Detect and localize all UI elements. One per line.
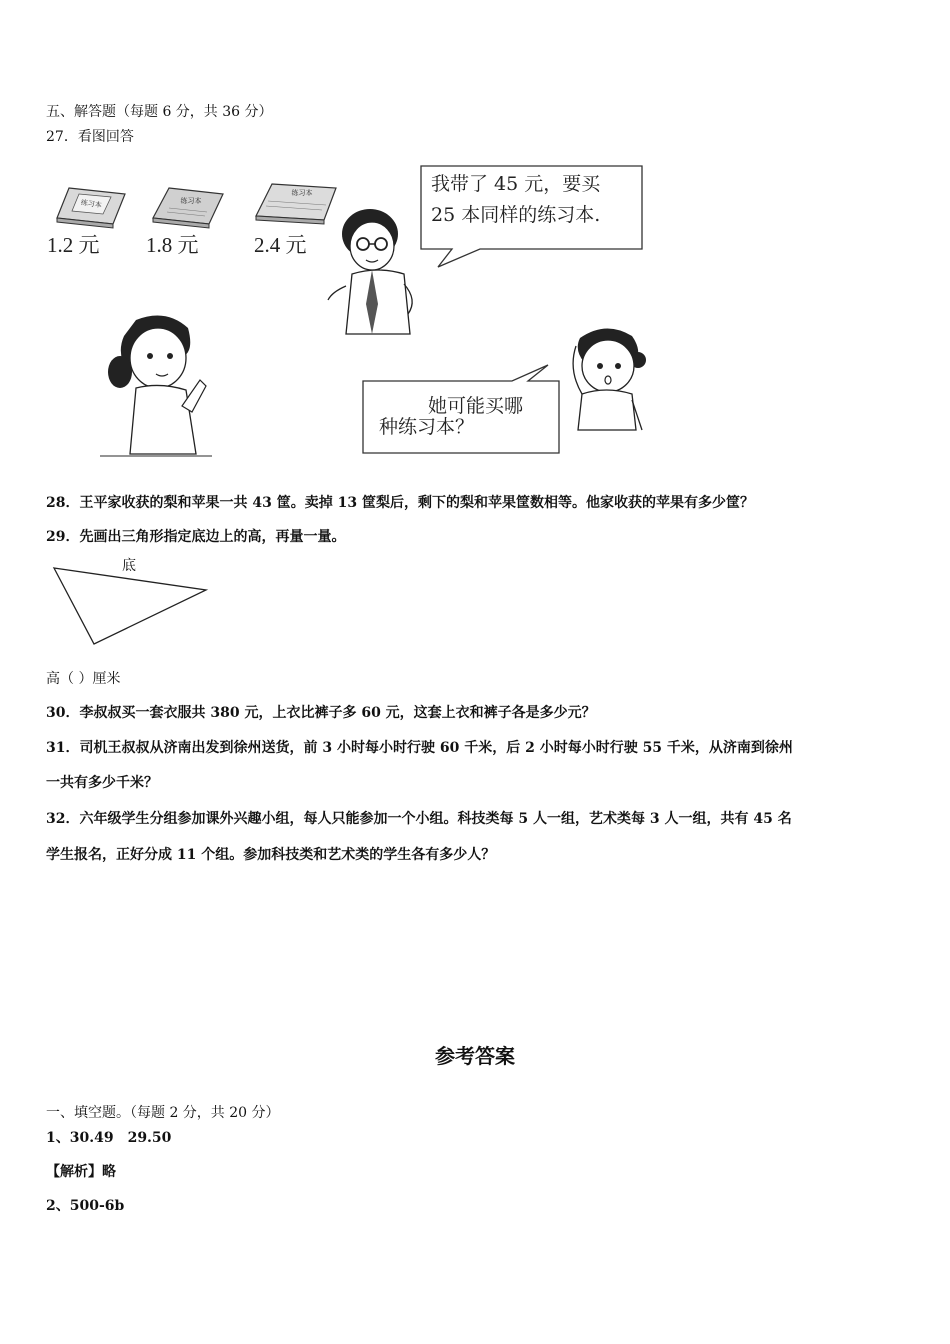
q32-line-1: 32．六年级学生分组参加课外兴趣小组，每人只能参加一个小组。科技类每 5 人一组，艺术类每 3 人一组，共有 45 名 [46, 811, 792, 827]
book-1-illustration [55, 186, 127, 228]
book-1-label: 练习本 [80, 198, 103, 210]
q29-text: 29．先画出三角形指定底边上的高，再量一量。 [46, 529, 346, 545]
section-heading: 五、解答题（每题 6 分，共 36 分） [46, 104, 273, 120]
q28-text: 28．王平家收获的梨和苹果一共 43 筐。卖掉 13 筐梨后，剩下的梨和苹果筐数相等。他家收获的苹果有多少筐？ [46, 495, 754, 511]
q29-answer-line: 高（ ）厘米 [46, 671, 121, 687]
q31-line-1: 31．司机王叔叔从济南出发到徐州送货，前 3 小时每小时行驶 60 千米，后 2 小时每小时行驶 55 千米，从济南到徐州 [46, 740, 793, 756]
small-girl-illustration [566, 320, 650, 436]
answers-title: 参考答案 [435, 1044, 515, 1068]
answer-2: 2、500-6b [46, 1198, 125, 1214]
triangle-figure [50, 566, 212, 648]
girl-bubble-line-1: 她可能买哪 [428, 395, 524, 417]
book-2-label: 练习本 [180, 197, 202, 205]
teacher-glasses-illustration [326, 204, 426, 338]
book-3-illustration [254, 182, 336, 226]
q31-line-2: 一共有多少千米？ [46, 775, 158, 791]
teacher-bubble-line-1: 我带了 45 元，要买 [431, 173, 601, 195]
girl-thinking-illustration [96, 310, 216, 460]
price-2: 1.8 元 [146, 233, 199, 257]
teacher-bubble-line-2: 25 本同样的练习本. [431, 204, 601, 226]
triangle-base-label: 底 [122, 558, 136, 574]
price-1: 1.2 元 [47, 233, 100, 257]
answers-section-1: 一、填空题。（每题 2 分，共 20 分） [46, 1105, 280, 1121]
book-3-label: 练习本 [291, 189, 313, 197]
q30-text: 30．李叔叔买一套衣服共 380 元，上衣比裤子多 60 元，这套上衣和裤子各是多少元？ [46, 705, 596, 721]
analysis-label: 【解析】略 [46, 1164, 116, 1180]
q27-title: 27．看图回答 [46, 129, 134, 145]
q32-line-2: 学生报名，正好分成 11 个组。参加科技类和艺术类的学生各有多少人？ [46, 847, 496, 863]
girl-bubble-line-2: 种练习本？ [379, 416, 475, 438]
book-2-illustration [151, 186, 223, 228]
price-3: 2.4 元 [254, 233, 307, 257]
answer-1: 1、30.49 29.50 [46, 1130, 172, 1146]
